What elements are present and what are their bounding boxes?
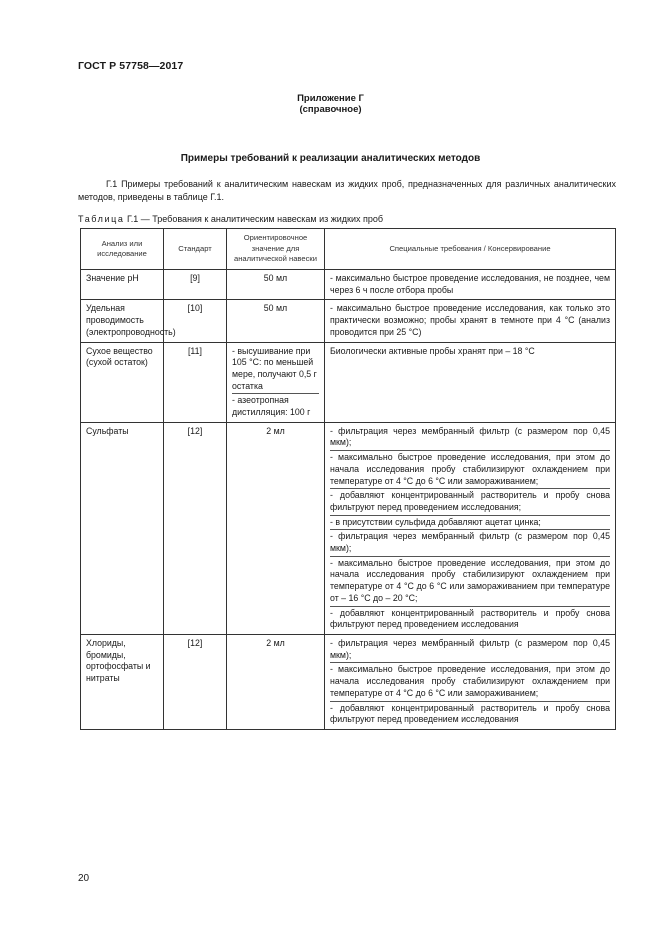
page-number: 20 [78, 873, 90, 884]
table-row [81, 300, 616, 342]
cell-requirements [325, 422, 616, 634]
annex-title: Приложение Г [297, 93, 364, 104]
table-row [81, 342, 616, 422]
volume-item: 2 мл [266, 425, 285, 436]
requirement-item: - максимально быстрое проведение исследования, не позднее, чем через 6 ч после отбора пробы [330, 273, 610, 295]
cell-volume [227, 270, 325, 300]
cell-requirements [325, 300, 616, 342]
cell-standard: [12] [164, 634, 227, 729]
requirement-item: - максимально быстрое проведение исследования, как только это практически возможно; пробы хранят в темноте при 4 °С (анализ проводится при 25 °С) [330, 303, 610, 337]
table-caption [78, 214, 383, 224]
column-header-analysis: Анализ или исследование [81, 229, 164, 270]
volume-item: 50 мл [263, 303, 288, 314]
requirement-item: - в присутствии сульфида добавляют ацетат цинка; [330, 515, 610, 529]
table-caption-label: Таблица [78, 214, 125, 224]
requirement-item: - фильтрация через мембранный фильтр (с размером пор 0,45 мкм); [330, 637, 610, 660]
cell-analysis: Удельная проводимость (электропроводность) [81, 300, 164, 342]
column-header-standard: Стандарт [164, 229, 227, 270]
cell-requirements [325, 634, 616, 729]
cell-analysis: Сухое вещество (сухой остаток) [81, 342, 164, 422]
requirement-item: Биологически активные пробы хранят при – 18 °С [330, 345, 535, 356]
requirement-item: - максимально быстрое проведение исследования, при этом до начала исследования пробу стабилизируют охлаждением при температуре от 4 °С до 6 °С или замораживанием; [330, 452, 610, 486]
table-row [81, 634, 616, 729]
requirement-item: - фильтрация через мембранный фильтр (с размером пор 0,45 мкм); [330, 531, 610, 554]
cell-volume [227, 342, 325, 422]
cell-standard: [9] [164, 270, 227, 300]
table-row [81, 270, 616, 300]
cell-standard: [11] [164, 342, 227, 422]
cell-volume [227, 300, 325, 342]
requirements-table [80, 228, 616, 730]
intro-paragraph: Г.1 Примеры требований к аналитическим навескам из жидких проб, предназначенных для различных аналитических методов, приведены в таблице Г.1. [78, 179, 616, 202]
volume-item: 2 мл [266, 637, 285, 648]
table-body [81, 270, 616, 730]
table-header-row [81, 229, 616, 270]
annex-status: (справочное) [299, 104, 362, 115]
volume-item: 50 мл [263, 273, 288, 283]
column-header-volume: Ориентировочное значение для аналитической навески [227, 229, 325, 270]
requirement-item: - максимально быстрое проведение исследования, при этом до начала исследования пробу стабилизируют охлаждением при температуре от 4 °С до 6 °С или замораживанием при температуре от – 16 °С до – 20 °С; [330, 557, 610, 603]
cell-standard: [12] [164, 422, 227, 634]
requirement-item: - добавляют концентрированный растворитель и пробу снова фильтруют перед проведением исследования [330, 702, 610, 725]
cell-volume [227, 422, 325, 634]
table-caption-text: Г.1 — Требования к аналитическим навескам из жидких проб [124, 214, 384, 224]
requirement-item: - фильтрация через мембранный фильтр (с размером пор 0,45 мкм); [330, 425, 610, 448]
cell-requirements [325, 342, 616, 422]
requirement-item: - максимально быстрое проведение исследования, при этом до начала исследования пробу стабилизируют охлаждением при температуре от 4 °С до 6 °С или замораживанием; [330, 664, 610, 698]
cell-volume [227, 634, 325, 729]
cell-standard: [10] [164, 300, 227, 342]
cell-analysis: Значение рН [81, 270, 164, 300]
volume-item: - высушивание при 105 °С: по меньшей мере, получают 0,5 г остатка [232, 345, 317, 391]
cell-analysis: Хлориды, бромиды, ортофосфаты и нитраты [81, 634, 164, 729]
cell-analysis: Сульфаты [81, 422, 164, 634]
requirement-item: - добавляют концентрированный растворитель и пробу снова фильтруют перед проведением исследования [330, 607, 610, 630]
cell-requirements [325, 270, 616, 300]
section-heading: Примеры требований к реализации аналитических методов [180, 153, 481, 164]
table-row [81, 422, 616, 634]
volume-item: - азеотропная дистилляция: 100 г [232, 393, 319, 418]
document-id: ГОСТ Р 57758—2017 [78, 60, 184, 72]
requirement-item: - добавляют концентрированный растворитель и пробу снова фильтруют перед проведением исследования; [330, 490, 610, 512]
column-header-requirements: Специальные требования / Консервирование [325, 229, 616, 270]
